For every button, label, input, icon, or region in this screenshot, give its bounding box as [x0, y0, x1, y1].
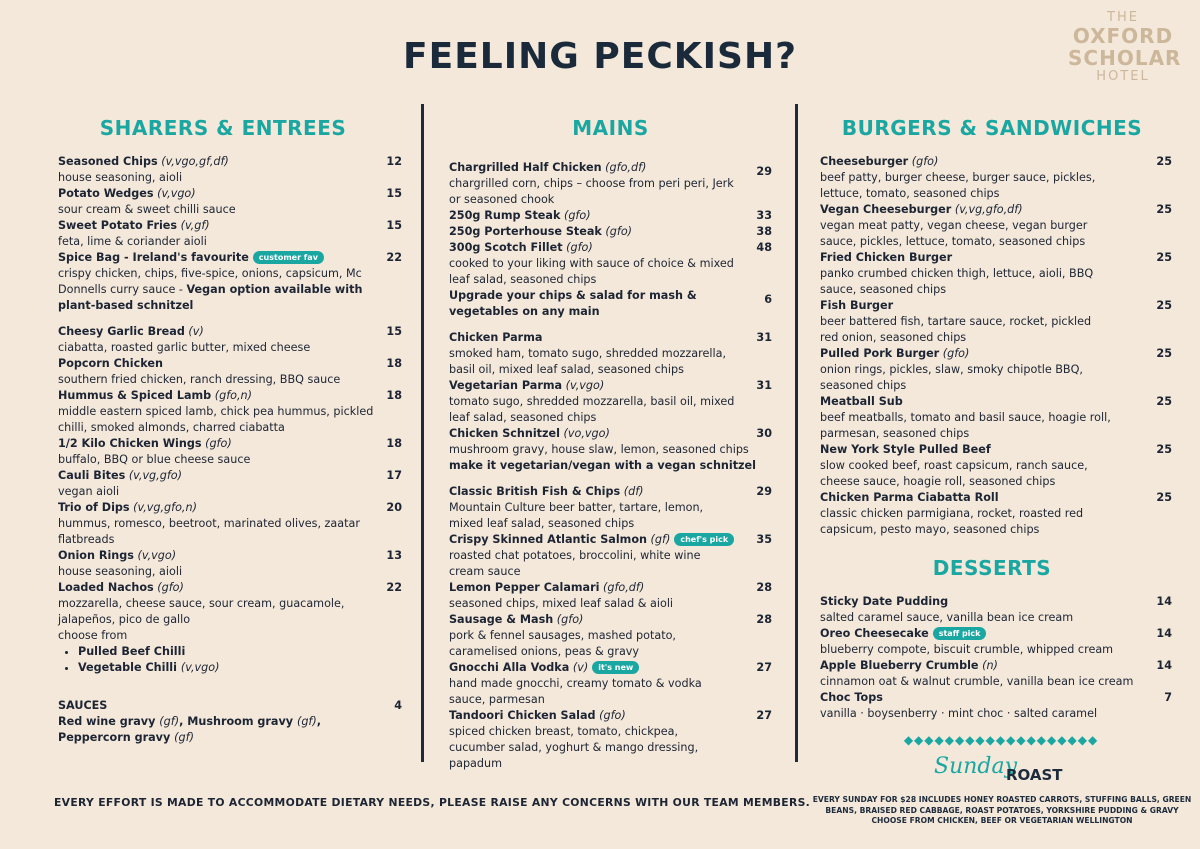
desserts-heading: DESSERTS: [932, 556, 1052, 580]
menu-item: Vegetarian Parma (v,vgo) 31 tomato sugo, shredded mozzarella, basil oil, mixed leaf salad, seasoned chips: [449, 379, 772, 424]
menu-item: Choc Tops 7 vanilla · boysenberry · mint choc · salted caramel: [820, 691, 1172, 720]
menu-item: Vegan Cheeseburger (v,vg,gfo,df) 25 vegan meat patty, vegan cheese, vegan burger sauce, pickles, lettuce, tomato, seasoned chips: [820, 203, 1172, 248]
menu-title: FEELING PECKISH?: [403, 36, 797, 77]
menu-item: Apple Blueberry Crumble (n) 14 cinnamon oat & walnut crumble, vanilla bean ice cream: [820, 659, 1172, 688]
menu-item: Upgrade your chips & salad for mash & vegetables on any main 6: [449, 289, 772, 318]
menu-item: Sausage & Mash (gfo) 28 pork & fennel sausages, mashed potato, caramelised onions, peas & gravy: [449, 613, 772, 658]
menu-item: New York Style Pulled Beef 25 slow cooked beef, roast capsicum, ranch sauce, cheese sauce, hoagie roll, seasoned chips: [820, 443, 1172, 488]
menu-item: Sticky Date Pudding 14 salted caramel sauce, vanilla bean ice cream: [820, 595, 1172, 624]
mains-heading: MAINS: [572, 116, 649, 140]
hotel-logo: THE OXFORD SCHOLAR HOTEL: [1068, 10, 1182, 84]
menu-item: 250g Rump Steak (gfo) 33: [449, 209, 772, 222]
menu-item: 1/2 Kilo Chicken Wings (gfo) 18 buffalo, BBQ or blue cheese sauce: [58, 437, 402, 466]
sharers-list: [58, 154, 402, 746]
column-divider-left: [421, 104, 424, 762]
sunday-roast-details: EVERY SUNDAY FOR $28 INCLUDES HONEY ROASTED CARROTS, STUFFING BALLS, GREEN BEANS, BRAISED RED CABBAGE, ROAST POTATOES, YORKSHIRE PUDDING & GRAVY CHOOSE FROM CHICKEN, BEEF OR VEGETARIAN WELLINGTON: [812, 795, 1192, 825]
chilli-choices: [58, 644, 402, 676]
menu-item: Sweet Potato Fries (v,gf) 15 feta, lime & coriander aioli: [58, 219, 402, 248]
menu-item: Potato Wedges (v,vgo) 15 sour cream & sweet chilli sauce: [58, 187, 402, 216]
dietary-notice: EVERY EFFORT IS MADE TO ACCOMMODATE DIETARY NEEDS, PLEASE RAISE ANY CONCERNS WITH OUR TEAM MEMBERS.: [54, 796, 811, 809]
menu-item: Tandoori Chicken Salad (gfo) 27 spiced chicken breast, tomato, chickpea, cucumber salad, yoghurt & mango dressing, papadum: [449, 709, 772, 770]
menu-item: Cauli Bites (v,vg,gfo) 17 vegan aioli: [58, 469, 402, 498]
menu-item: Chargrilled Half Chicken (gfo,df) 29 chargrilled corn, chips – choose from peri peri, Jerk or seasoned chook: [449, 161, 772, 206]
sharers-column: [58, 116, 402, 746]
menu-item: Trio of Dips (v,vg,gfo,n) 20 hummus, romesco, beetroot, marinated olives, zaatar flatbreads: [58, 501, 402, 546]
diamond-divider: ◆◆◆◆◆◆◆◆◆◆◆◆◆◆◆◆◆◆◆: [903, 733, 1099, 747]
menu-item: Crispy Skinned Atlantic Salmon (gf) chef's pick 35 roasted chat potatoes, broccolini, white wine cream sauce: [449, 533, 772, 578]
sharers-heading: SHARERS & ENTREES: [99, 116, 347, 140]
sauces: SAUCES 4 Red wine gravy (gf), Mushroom gravy (gf), Peppercorn gravy (gf): [58, 699, 402, 744]
menu-item: Onion Rings (v,vgo) 13 house seasoning, aioli: [58, 549, 402, 578]
menu-item: Gnocchi Alla Vodka (v) it's new 27 hand made gnocchi, creamy tomato & vodka sauce, parmesan: [449, 661, 772, 706]
menu-item: Oreo Cheesecake staff pick 14 blueberry compote, biscuit crumble, whipped cream: [820, 627, 1172, 656]
menu-item: Classic British Fish & Chips (df) 29 Mountain Culture beer batter, tartare, lemon, mixed leaf salad, seasoned chips: [449, 485, 772, 530]
menu-item: Lemon Pepper Calamari (gfo,df) 28 seasoned chips, mixed leaf salad & aioli: [449, 581, 772, 610]
menu-item: Spice Bag - Ireland's favourite customer fav 22 crispy chicken, chips, five-spice, onions, capsicum, Mc Donnells curry sauce - Vegan option available with plant-based schnitzel: [58, 251, 402, 312]
sunday-roast-logo: Sunday ROAST: [934, 754, 1063, 784]
menu-item: Loaded Nachos (gfo) 22 mozzarella, cheese sauce, sour cream, guacamole, jalapeños, pico de gallo choose from • Pulled Beef Chilli • Vegetable Chilli (v,vgo): [58, 580, 402, 676]
chefs-pick-badge: chef's pick: [674, 533, 734, 546]
menu-item: Popcorn Chicken 18 southern fried chicken, ranch dressing, BBQ sauce: [58, 357, 402, 386]
staff-pick-badge: staff pick: [933, 627, 987, 640]
burgers-heading: BURGERS & SANDWICHES: [841, 116, 1143, 140]
menu-item: Fish Burger 25 beer battered fish, tartare sauce, rocket, pickled red onion, seasoned chips: [820, 299, 1172, 344]
list-item: • Pulled Beef Chilli: [78, 644, 402, 660]
column-divider-right: [795, 104, 798, 762]
mains-column: [449, 116, 772, 772]
menu-item: 300g Scotch Fillet (gfo) 48 cooked to your liking with sauce of choice & mixed leaf salad, seasoned chips: [449, 241, 772, 286]
menu-item: Hummus & Spiced Lamb (gfo,n) 18 middle eastern spiced lamb, chick pea hummus, pickled chilli, smoked almonds, charred ciabatta: [58, 389, 402, 434]
menu-item: Chicken Parma Ciabatta Roll 25 classic chicken parmigiana, rocket, roasted red capsicum, pesto mayo, seasoned chips: [820, 491, 1172, 536]
menu-item: Chicken Parma 31 smoked ham, tomato sugo, shredded mozzarella, basil oil, mixed leaf salad, seasoned chips: [449, 331, 772, 376]
menu-item: Chicken Schnitzel (vo,vgo) 30 mushroom gravy, house slaw, lemon, seasoned chips make it vegetarian/vegan with a vegan schnitzel: [449, 427, 772, 472]
burgers-column: [820, 116, 1172, 722]
menu-item: 250g Porterhouse Steak (gfo) 38: [449, 225, 772, 238]
list-item: • Vegetable Chilli (v,vgo): [78, 660, 402, 676]
menu-item: Pulled Pork Burger (gfo) 25 onion rings, pickles, slaw, smoky chipotle BBQ, seasoned chips: [820, 347, 1172, 392]
menu-item: Fried Chicken Burger 25 panko crumbed chicken thigh, lettuce, aioli, BBQ sauce, seasoned chips: [820, 251, 1172, 296]
customer-fav-badge: customer fav: [253, 251, 324, 264]
menu-item: Seasoned Chips (v,vgo,gf,df) 12 house seasoning, aioli: [58, 155, 402, 184]
menu-item: Meatball Sub 25 beef meatballs, tomato and basil sauce, hoagie roll, parmesan, seasoned chips: [820, 395, 1172, 440]
menu-item: Cheesy Garlic Bread (v) 15 ciabatta, roasted garlic butter, mixed cheese: [58, 325, 402, 354]
menu-item: Cheeseburger (gfo) 25 beef patty, burger cheese, burger sauce, pickles, lettuce, tomato, seasoned chips: [820, 155, 1172, 200]
its-new-badge: it's new: [592, 661, 639, 674]
